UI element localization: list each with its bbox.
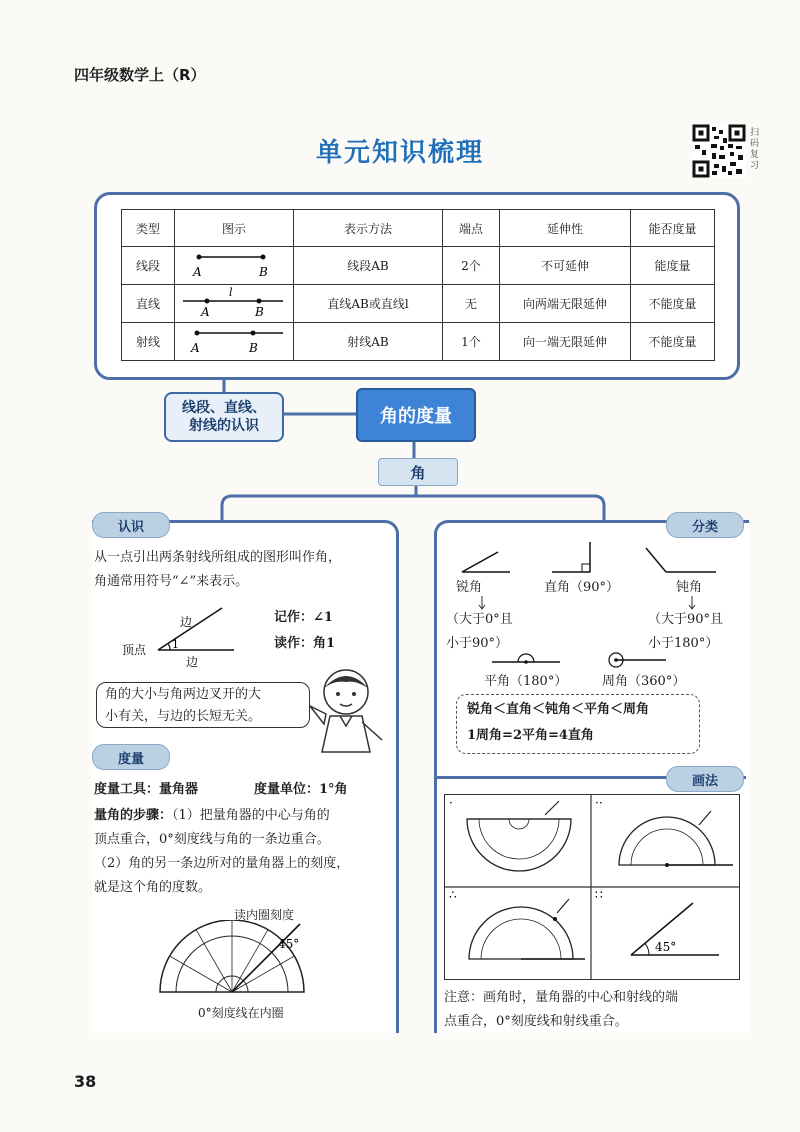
classify-tag: 分类: [666, 512, 744, 538]
table-header-row: [122, 210, 715, 247]
straight-full-figure: [490, 646, 690, 668]
straight-angle-label: 平角（180°）: [484, 674, 568, 689]
notation-write: 记作：∠1: [274, 610, 333, 625]
step-mark: ∴: [449, 888, 457, 902]
side-bottom-label: 边: [186, 655, 199, 669]
extension-cell: 向一端无限延伸: [500, 323, 631, 361]
speech-bubble: 角的大小与角两边叉开的大 小有关，与边的长短无关。: [96, 682, 310, 728]
measure-unit: 度量单位：1°角: [254, 782, 348, 797]
node-line: 线段、直线、: [182, 400, 266, 416]
ray-figure: [175, 323, 294, 361]
angle-measure-node: 角的度量: [356, 388, 476, 442]
fig-label-a: A: [201, 305, 210, 319]
acute-range-note: （大于0°且 小于90°）: [446, 612, 513, 651]
obtuse-range-note: （大于90°且 小于180°）: [648, 612, 724, 651]
table-header: 能否度量: [631, 210, 715, 247]
measure-steps: 量角的步骤：（1）把量角器的中心与角的 顶点重合，0°刻度线与角的一条边重合。 （2）角的另一条边所对的量角器上的刻度， 就是这个角的度数。: [94, 808, 350, 895]
full-angle-label: 周角（360°）: [602, 674, 686, 689]
running-header: 四年级数学上（R）: [74, 66, 206, 84]
table-row: [122, 285, 715, 323]
table-header: 表示方法: [294, 210, 443, 247]
table-header: 图示: [175, 210, 294, 247]
measure-tag: 度量: [92, 744, 170, 770]
qr-label: 扫码复习: [750, 128, 760, 171]
node-line: 射线的认识: [189, 418, 259, 434]
student-mascot-icon: [306, 664, 392, 754]
table-row: [122, 247, 715, 285]
table-header: 延伸性: [500, 210, 631, 247]
fig-label-a: A: [193, 265, 202, 279]
notation-cell: 直线AB或直线l: [294, 285, 443, 323]
step-mark: ·: [449, 796, 453, 810]
extension-cell: 向两端无限延伸: [500, 285, 631, 323]
angle-node: 角: [378, 458, 458, 486]
measurable-cell: 不能度量: [631, 285, 715, 323]
angle-num-label: 1: [172, 638, 179, 651]
type-cell: 直线: [122, 285, 175, 323]
line-types-table: [121, 209, 715, 361]
read-inner-scale-label: 读内圈刻度: [234, 908, 295, 922]
fig-label-b: B: [249, 341, 258, 355]
segment-figure: [175, 247, 294, 285]
notation-read: 读作：角1: [274, 636, 336, 651]
protractor-reading-figure: [150, 920, 320, 1000]
recognize-tag: 认识: [92, 512, 170, 538]
type-cell: 线段: [122, 247, 175, 285]
angle-definition: 从一点引出两条射线所组成的图形叫作角， 角通常用符号“∠”来表示。: [94, 550, 342, 589]
measurable-cell: 不能度量: [631, 323, 715, 361]
notation-cell: 射线AB: [294, 323, 443, 361]
line-types-table-box: [94, 192, 740, 380]
step1-protractor: [467, 801, 571, 871]
draw-tag: 画法: [666, 766, 744, 792]
vertex-label: 顶点: [122, 643, 147, 657]
endpoints-cell: 无: [443, 285, 500, 323]
right-angle-label: 直角（90°）: [544, 580, 620, 595]
zero-line-label: 0°刻度线在内圈: [198, 1006, 284, 1020]
angle-relation-box: 锐角＜直角＜钝角＜平角＜周角 1周角=2平角=4直角: [456, 694, 700, 754]
angle-diagram: [120, 606, 260, 670]
step2-protractor: [619, 811, 733, 867]
line-figure: [175, 285, 294, 323]
step-mark: ∷: [595, 888, 603, 902]
notation-cell: 线段AB: [294, 247, 443, 285]
page-number: 38: [74, 1072, 97, 1091]
side-top-label: 边: [180, 615, 193, 629]
step3-protractor: [469, 899, 585, 959]
drawn-angle-label: 45°: [655, 940, 677, 954]
table-row: [122, 323, 715, 361]
table-header: 类型: [122, 210, 175, 247]
acute-label: 锐角: [456, 580, 483, 595]
drawing-steps-grid: [444, 794, 740, 980]
drawing-steps-figure: [445, 795, 739, 979]
endpoints-cell: 2个: [443, 247, 500, 285]
table-header: 端点: [443, 210, 500, 247]
endpoints-cell: 1个: [443, 323, 500, 361]
page-title: 单元知识梳理: [315, 138, 484, 168]
fig-label-b: B: [259, 265, 268, 279]
fig-label-a: A: [191, 341, 200, 355]
step4-angle: [631, 903, 719, 955]
extension-cell: 不可延伸: [500, 247, 631, 285]
measurable-cell: 能度量: [631, 247, 715, 285]
type-cell: 射线: [122, 323, 175, 361]
drawing-note: 注意：画角时，量角器的中心和射线的端 点重合，0°刻度线和射线重合。: [444, 990, 679, 1029]
measure-tool: 度量工具：量角器: [94, 782, 199, 797]
lines-recognition-node: [164, 392, 284, 442]
fig-label-b: B: [255, 305, 264, 319]
obtuse-label: 钝角: [676, 580, 703, 595]
fig-label-l: l: [229, 286, 233, 299]
reading-angle-label: 45°: [278, 937, 300, 951]
step-mark: ··: [595, 796, 603, 810]
